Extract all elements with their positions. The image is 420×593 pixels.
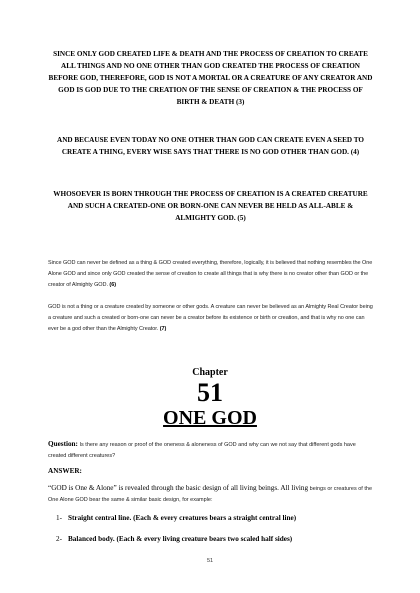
list-item-text: Straight central line. (Each & every creatures bears a straight central line) [68, 514, 297, 522]
list-item-number: 1- [56, 514, 62, 522]
answer-label: ANSWER: [48, 467, 82, 475]
list-item-number: 2- [56, 535, 62, 543]
chapter-title: ONE GOD [163, 407, 257, 429]
list-item-text: Balanced body. (Each & every living creature bears two scaled half sides) [68, 535, 293, 543]
paragraph-7-ref: (7) [159, 326, 167, 332]
answer-body: beings or creatures of the One Alone GOD bear the same & similar basic design, for example: [48, 486, 373, 503]
question-label: Question: [48, 440, 78, 448]
list-item [56, 514, 376, 522]
paragraph-7-text: GOD is not a thing or a creature created by someone or other gods. A creature can never be believed as an Almighty Real Creator being a creature and such a created or born-one can never be a creator before its existence or birth or creation, and that is why no one can ever be a god other than the Almighty Creator. [48, 304, 373, 332]
question [48, 439, 373, 462]
paragraph-7 [48, 302, 373, 335]
paragraph-4: AND BECAUSE EVEN TODAY NO ONE OTHER THAN GOD CAN CREATE EVEN A SEED TO CREATE A THING, EVERY WISE SAYS THAT THERE IS NO GOD OTHER THAN GOD. (4) [57, 136, 364, 156]
answer-lead: “GOD is One & Alone” is revealed through the basic design of all living beings. All living [48, 484, 309, 492]
page-number: 51 [206, 558, 214, 564]
chapter-label: Chapter [192, 367, 228, 378]
list-item [56, 535, 376, 543]
question-text: Is there any reason or proof of the oneness & aloneness of GOD and why can we not say that different gods have created different creatures? [48, 442, 356, 459]
paragraph-6-text: Since GOD can never be defined as a thing & GOD created everything, therefore, logically, it is believed that nothing resembles the One Alone GOD and since only GOD created the sense of creation to create all things that is why there is no creator other than GOD or the creator of Almighty GOD. [48, 260, 373, 288]
paragraph-5: WHOSOEVER IS BORN THROUGH THE PROCESS OF CREATION IS A CREATED CREATURE AND SUCH A CREATED-ONE OR BORN-ONE CAN NEVER BE HELD AS ALL-ABLE & ALMIGHTY GOD. (5) [53, 190, 368, 222]
paragraph-6-ref: (6) [109, 282, 116, 288]
paragraph-3: SINCE ONLY GOD CREATED LIFE & DEATH AND THE PROCESS OF CREATION TO CREATE ALL THINGS AND NO ONE OTHER THAN GOD CREATED THE PROCESS OF CREATION BEFORE GOD, THEREFORE, GOD IS NOT A MORTAL OR A CREATURE OF ANY CREATOR AND GOD IS GOD DUE TO THE CREATION OF THE SENSE OF CREATION & THE PROCESS OF BIRTH & DEATH (3) [48, 50, 373, 106]
paragraph-6 [48, 258, 373, 291]
chapter-number: 51 [197, 378, 223, 407]
answer-text [48, 483, 373, 506]
